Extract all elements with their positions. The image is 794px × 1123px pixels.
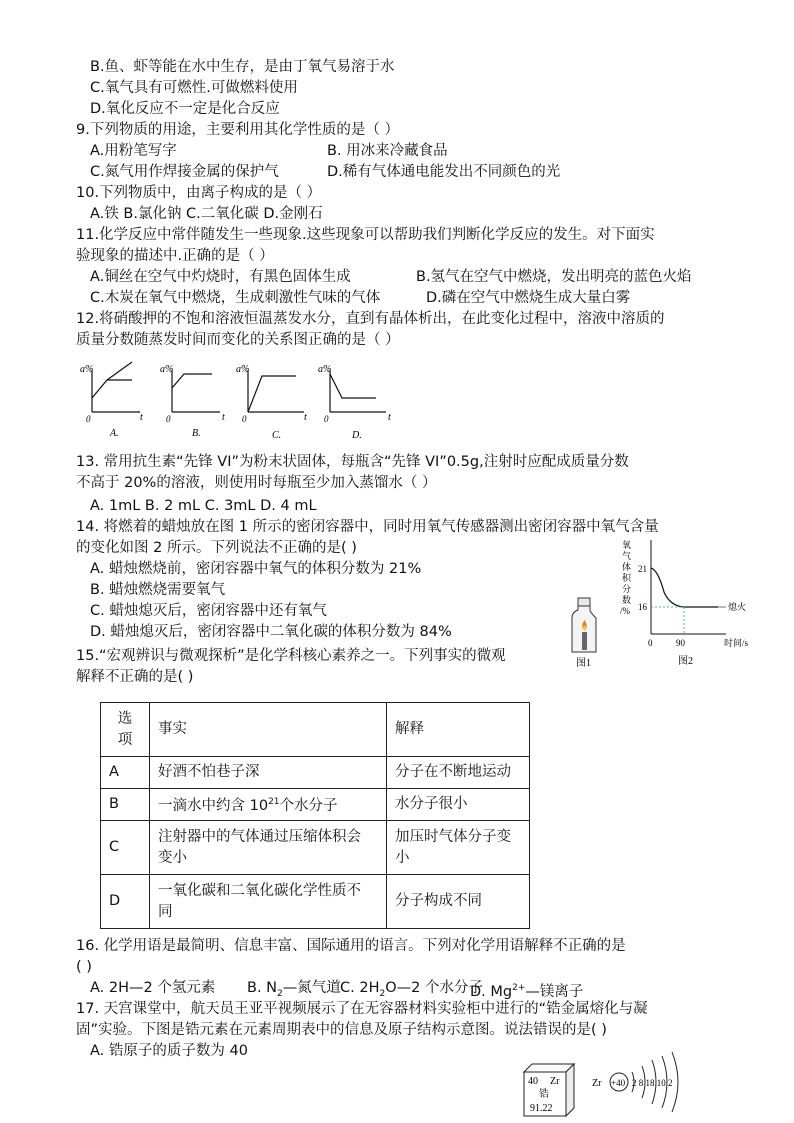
- q14-figure2: [618, 536, 778, 670]
- q9-option-a: A.用粉笔写字: [90, 143, 177, 159]
- q12-graph-a-xlabel: t: [140, 412, 143, 423]
- q12-graph-b-origin: 0: [166, 414, 171, 424]
- zr-atomic-number: 40: [528, 1076, 538, 1087]
- svg-text:数: 数: [622, 595, 632, 605]
- q8-option-c: C.氧气具有可燃性.可做燃料使用: [90, 80, 298, 96]
- row-option: C: [101, 821, 150, 875]
- q13-stem-line1: 13. 常用抗生素“先锋 VI”为粉末状固体，每瓶含“先锋 VI”0.5g,注射时应配成质量分数: [76, 454, 629, 470]
- row-fact: 一氧化碳和二氧化碳化学性质不 同: [150, 875, 387, 929]
- q14-stem-line2: 的变化如图 2 所示。下列说法不正确的是( ): [76, 540, 357, 556]
- header-fact: 事实: [150, 703, 387, 757]
- row-fact: 一滴水中约含 $10^{21}$个水分子: [150, 789, 387, 821]
- q16-option-a: A. 2H—2 个氢元素: [90, 980, 216, 996]
- q14-fig2-tick-90: 90: [676, 638, 685, 648]
- table-row: [101, 821, 530, 875]
- q12-graph-a-label: A.: [110, 428, 119, 439]
- q10-options: A.铁 B.氯化钠 C.二氧化碳 D.金刚石: [90, 206, 323, 222]
- q9-option-d: D.稀有气体通电能发出不同颜色的光: [327, 164, 561, 180]
- row-option: D: [101, 875, 150, 929]
- q12-graph-c-ylabel: a%: [236, 364, 250, 375]
- q14-fig2-tick-0: 0: [648, 638, 653, 648]
- table-row: [101, 757, 530, 789]
- q12-graph-d-ylabel: a%: [318, 364, 332, 375]
- row-option: B: [101, 789, 150, 821]
- svg-text:分: 分: [622, 584, 632, 594]
- q17-option-a: A. 锆原子的质子数为 40: [90, 1043, 248, 1059]
- zr-symbol: Zr: [550, 1076, 560, 1087]
- q12-graph-c-origin: 0: [242, 414, 247, 424]
- zr-element-cell: [518, 1062, 576, 1118]
- table-row: [101, 875, 530, 929]
- q14-fig2-caption: 图2: [678, 656, 693, 667]
- q15-stem-line2: 解释不正确的是( ): [76, 669, 194, 685]
- zr-nucleus: +40: [611, 1078, 626, 1088]
- q11-option-b: B.氢气在空气中燃烧，发出明亮的蓝色火焰: [416, 269, 692, 285]
- zr-name: 锆: [539, 1089, 549, 1100]
- q17-stem-line1: 17. 天宫课堂中，航天员王亚平视频展示了在无容器材料实验柜中进行的“锆金属熔化与凝: [76, 1001, 648, 1017]
- q17-stem-line2: 固”实验。下图是锆元素在元素周期表中的信息及原子结构示意图。说法错误的是( ): [76, 1022, 607, 1038]
- row-explain: 分子在不断地运动: [387, 757, 530, 789]
- q12-graph-b-label: B.: [192, 428, 201, 439]
- q12-graph-c: [236, 364, 307, 441]
- table-row: [101, 789, 530, 821]
- q12-graph-c-xlabel: t: [304, 412, 307, 423]
- svg-text:积: 积: [622, 573, 632, 583]
- q14-fig2-tick-16: 16: [638, 602, 647, 612]
- q9-option-c: C.氮气用作焊接金属的保护气: [90, 164, 279, 180]
- header-explain: 解释: [387, 703, 530, 757]
- q12-graph-b-xlabel: t: [222, 412, 225, 423]
- q15-table: [100, 702, 530, 929]
- q12-graph-a-origin: 0: [86, 414, 91, 424]
- q13-options: A. 1mL B. 2 mL C. 3mL D. 4 mL: [90, 498, 317, 514]
- q8-option-b: B.鱼、虾等能在水中生存，是由丁氧气易溶于水: [90, 59, 395, 75]
- q14-fig2-tick-21: 21: [638, 564, 647, 574]
- q11-stem-line2: 验现象的描述中.正确的是（ ）: [76, 248, 274, 264]
- row-fact: 注射器中的气体通过压缩体积会 变小: [150, 821, 387, 875]
- q12-stem-line1: 12.将硝酸押的不饱和溶液恒温蒸发水分，直到有晶体析出，在此变化过程中，溶液中溶质的: [76, 311, 665, 327]
- q12-graph-d: [318, 364, 391, 441]
- svg-text:/%: /%: [620, 606, 630, 616]
- q14-stem-line1: 14. 将燃着的蜡烛放在图 1 所示的密闭容器中，同时用氧气传感器测出密闭容器中氧气含量: [76, 519, 659, 535]
- q9-stem: 9.下列物质的用途，主要利用其化学性质的是（ ）: [76, 122, 399, 138]
- q14-figure1: [566, 594, 606, 668]
- q9-option-b: B. 用冰来冷藏食品: [327, 143, 448, 159]
- q12-graph-d-xlabel: t: [388, 412, 391, 423]
- q12-stem-line2: 质量分数随蒸发时间而变化的关系图正确的是（ ）: [76, 332, 400, 348]
- q15-stem-line1: 15.“宏观辨识与微观探析”是化学科核心素养之一。下列事实的微观: [76, 648, 506, 664]
- q12-graph-d-label: D.: [352, 430, 362, 441]
- q16-option-c: C. $2H_2O—2$ 个水分子: [340, 980, 483, 999]
- q13-stem-line2: 不高于 20%的溶液，则使用时每瓶至少加入蒸馏水（ ）: [76, 475, 437, 491]
- q11-stem-line1: 11.化学反应中常伴随发生一些现象.这些现象可以帮助我们判断化学反应的发生。对下面实: [76, 227, 655, 243]
- q12-graph-b-ylabel: a%: [160, 364, 174, 375]
- q11-option-d: D.磷在空气中燃烧生成大量白雾: [426, 290, 631, 306]
- row-explain: 分子构成不同: [387, 875, 530, 929]
- q14-option-d: D. 蜡烛熄灭后，密闭容器中二氧化碳的体积分数为 84%: [90, 624, 452, 640]
- table-header-row: [101, 703, 530, 757]
- q12-graph-b: [160, 364, 225, 439]
- q11-option-c: C.木炭在氧气中燃烧，生成刺激性气味的气体: [90, 290, 381, 306]
- svg-text:气: 气: [622, 551, 632, 561]
- zr-shells: 2 8 18 10 2: [632, 1078, 673, 1088]
- q14-fig1-caption: 图1: [576, 658, 591, 668]
- row-fact: 好酒不怕巷子深: [150, 757, 387, 789]
- q8-option-d: D.氧化反应不一定是化合反应: [90, 101, 280, 117]
- q14-option-b: B. 蜡烛燃烧需要氧气: [90, 582, 226, 598]
- q12-graph-a-ylabel: a%: [80, 364, 94, 375]
- q14-option-c: C. 蜡烛熄灭后，密闭容器中还有氧气: [90, 603, 327, 619]
- q14-fig2-ylabel: [620, 539, 632, 616]
- q16-paren: ( ): [76, 959, 92, 975]
- header-option: 选 项: [101, 703, 150, 757]
- q14-option-a: A. 蜡烛燃烧前，密闭容器中氧气的体积分数为 21%: [90, 561, 422, 577]
- q12-graph-c-label: C.: [272, 430, 282, 441]
- svg-text:体: 体: [622, 562, 632, 572]
- row-explain: 水分子很小: [387, 789, 530, 821]
- q16-option-b: B. $N_2—$氮气道: [247, 980, 341, 999]
- q10-stem: 10.下列物质中，由离子构成的是（ ）: [76, 185, 322, 201]
- svg-text:氧: 氧: [622, 540, 632, 550]
- zr-mass: 91.22: [530, 1103, 553, 1114]
- row-option: A: [101, 757, 150, 789]
- q12-graph-a: [80, 362, 143, 439]
- q14-fig2-xlabel: 时间/s: [724, 638, 749, 648]
- zr-atom-structure: [590, 1048, 700, 1114]
- q16-stem: 16. 化学用语是最简明、信息丰富、国际通用的语言。下列对化学用语解释不正确的是: [76, 938, 626, 954]
- candle-bottle-icon: [572, 598, 596, 652]
- q14-fig2-curve: [651, 568, 718, 607]
- q12-graph-d-origin: 0: [324, 414, 329, 424]
- q14-fig2-annotation: 熄火: [728, 602, 747, 612]
- q16-option-d: D. $Mg^{2+}—$镁离子: [470, 983, 584, 1000]
- q11-option-a: A.铜丝在空气中灼烧时，有黑色固体生成: [90, 269, 351, 285]
- zr-atom-symbol: Zr: [592, 1078, 602, 1089]
- q12-graphs: [70, 358, 400, 442]
- row-explain: 加压时气体分子变 小: [387, 821, 530, 875]
